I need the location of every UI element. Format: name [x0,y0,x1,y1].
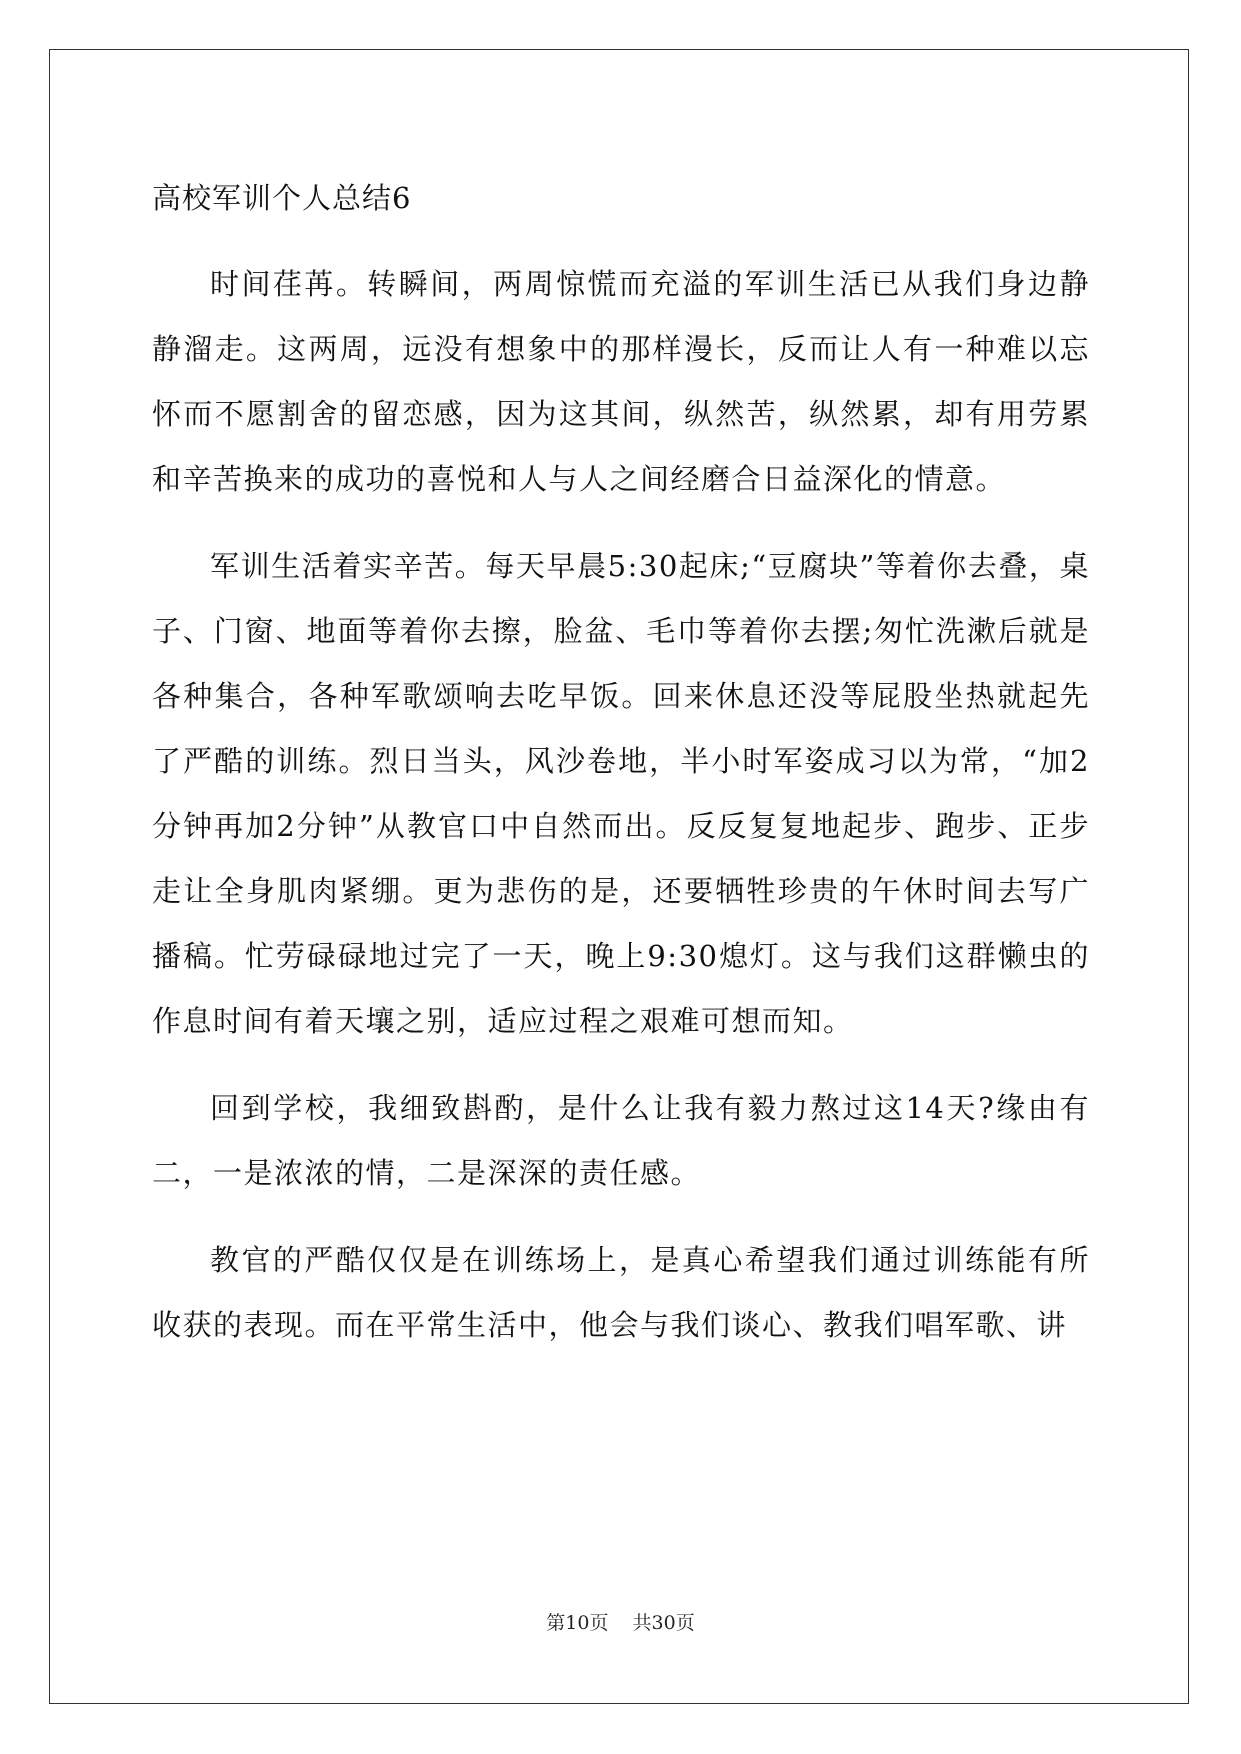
total-pages: 共30页 [632,1612,695,1634]
document-title: 高校军训个人总结6 [152,181,412,215]
page-footer [0,1608,1241,1635]
paragraph-3: 回到学校，我细致斟酌，是什么让我有毅力熬过这14天?缘由有二，一是浓浓的情，二是深深的责任感。 [152,1091,1090,1190]
page-number: 第10页 [546,1612,609,1634]
paragraph-1: 时间荏苒。转瞬间，两周惊慌而充溢的军训生活已从我们身边静静溜走。这两周，远没有想象中的那样漫长，反而让人有一种难以忘怀而不愿割舍的留恋感，因为这其间，纵然苦，纵然累，却有用劳累和辛苦换来的成功的喜悦和人与人之间经磨合日益深化的情意。 [152,267,1090,496]
paragraph-2: 军训生活着实辛苦。每天早晨5:30起床;“豆腐块”等着你去叠，桌子、门窗、地面等着你去擦，脸盆、毛巾等着你去摆;匆忙洗漱后就是各种集合，各种军歌颂响去吃早饭。回来休息还没等屁股坐热就起先了严酷的训练。烈日当头，风沙卷地，半小时军姿成习以为常，“加2分钟再加2分钟”从教官口中自然而出。反反复复地起步、跑步、正步走让全身肌肉紧绷。更为悲伤的是，还要牺牲珍贵的午休时间去写广播稿。忙劳碌碌地过完了一天，晚上9:30熄灯。这与我们这群懒虫的作息时间有着天壤之别，适应过程之艰难可想而知。 [152,549,1090,1038]
document-body [152,166,1090,1380]
paragraph-4: 教官的严酷仅仅是在训练场上，是真心希望我们通过训练能有所收获的表现。而在平常生活中，他会与我们谈心、教我们唱军歌、讲 [152,1243,1090,1342]
